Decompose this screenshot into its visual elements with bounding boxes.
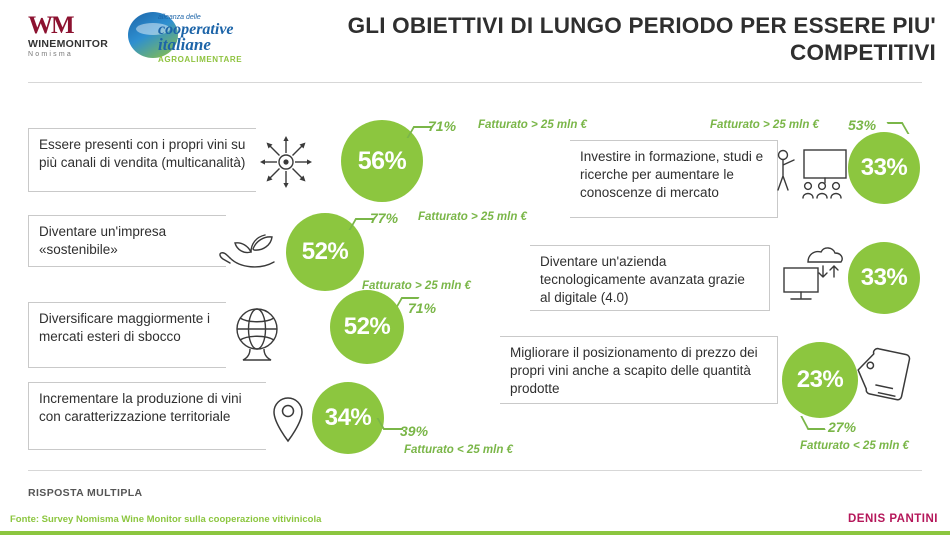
footnote-risposta-multipla: RISPOSTA MULTIPLA bbox=[28, 487, 143, 499]
winemonitor-logo-sub: Nomisma bbox=[28, 51, 73, 58]
item-label-formazione: Investire in formazione, studi e ricerche per aumentare le conoscenze di mercato bbox=[570, 140, 778, 218]
alleanza-cooperative-logo bbox=[128, 10, 280, 64]
value-bubble-digitale: 33% bbox=[848, 242, 920, 314]
value-bubble-sostenibile: 52% bbox=[286, 213, 364, 291]
annotation-segment-2: Fatturato > 25 mln € bbox=[418, 211, 527, 223]
annotation-pct-1: 71% bbox=[428, 118, 457, 134]
coop-logo-line4: AGROALIMENTARE bbox=[158, 55, 243, 64]
training-board-icon bbox=[770, 146, 848, 202]
annotation-segment-4: Fatturato < 25 mln € bbox=[404, 444, 513, 456]
winemonitor-logo-mark: WM bbox=[28, 12, 73, 39]
bottom-accent-bar bbox=[0, 531, 950, 535]
cloud-computer-icon bbox=[778, 244, 846, 306]
page-title: GLI OBIETTIVI DI LUNGO PERIODO PER ESSERE PIU' COMPETITIVI bbox=[347, 13, 936, 65]
annotation-pct-4: 39% bbox=[400, 423, 429, 439]
hand-sprout-icon bbox=[218, 222, 284, 274]
annotation-segment-3: Fatturato > 25 mln € bbox=[362, 280, 471, 292]
coop-logo-line1: alleanza delle bbox=[158, 14, 201, 21]
value-bubble-multicanalita: 56% bbox=[341, 120, 423, 202]
leader-line-7 bbox=[800, 416, 825, 430]
value-bubble-territoriale: 34% bbox=[312, 382, 384, 454]
item-label-sostenibile: Diventare un'impresa «sostenibile» bbox=[28, 215, 226, 267]
item-label-posizionamento-prezzo: Migliorare il posizionamento di prezzo dei propri vini anche a scapito delle quantità prodotte bbox=[500, 336, 778, 404]
item-label-mercati-esteri: Diversificare maggiormente i mercati esteri di sbocco bbox=[28, 302, 226, 368]
value-bubble-mercati-esteri: 52% bbox=[330, 290, 404, 364]
annotation-pct-3: 71% bbox=[408, 300, 437, 316]
author-name: DENIS PANTINI bbox=[848, 513, 938, 525]
header-divider bbox=[28, 82, 922, 83]
source-note: Fonte: Survey Nomisma Wine Monitor sulla cooperazione vitivinicola bbox=[10, 514, 322, 525]
annotation-segment-7: Fatturato < 25 mln € bbox=[800, 440, 909, 452]
item-label-digitale: Diventare un'azienda tecnologicamente avanzata grazie al digitale (4.0) bbox=[530, 245, 770, 311]
annotation-segment-1: Fatturato > 25 mln € bbox=[478, 119, 587, 131]
value-bubble-posizionamento-prezzo: 23% bbox=[782, 342, 858, 418]
annotation-pct-7: 27% bbox=[828, 419, 857, 435]
coop-logo-text bbox=[158, 14, 280, 64]
winemonitor-logo bbox=[28, 14, 124, 62]
annotation-pct-5: 53% bbox=[848, 117, 877, 133]
item-label-multicanalita: Essere presenti con i propri vini su più canali di vendita (multicanalità) bbox=[28, 128, 256, 192]
coop-logo-line3: italiane bbox=[158, 35, 211, 54]
footer-divider bbox=[28, 470, 922, 471]
winemonitor-logo-name: WINEMONITOR bbox=[28, 38, 109, 50]
value-bubble-formazione: 33% bbox=[848, 132, 920, 204]
coop-logo-line2: cooperative bbox=[158, 21, 234, 38]
item-label-territoriale: Incrementare la produzione di vini con caratterizzazione territoriale bbox=[28, 382, 266, 450]
map-pin-icon bbox=[266, 390, 310, 446]
annotation-pct-2: 77% bbox=[370, 210, 399, 226]
globe-icon bbox=[228, 305, 286, 367]
price-tag-icon bbox=[852, 346, 914, 412]
multichannel-arrows-icon bbox=[258, 134, 314, 190]
annotation-segment-5: Fatturato > 25 mln € bbox=[710, 119, 819, 131]
